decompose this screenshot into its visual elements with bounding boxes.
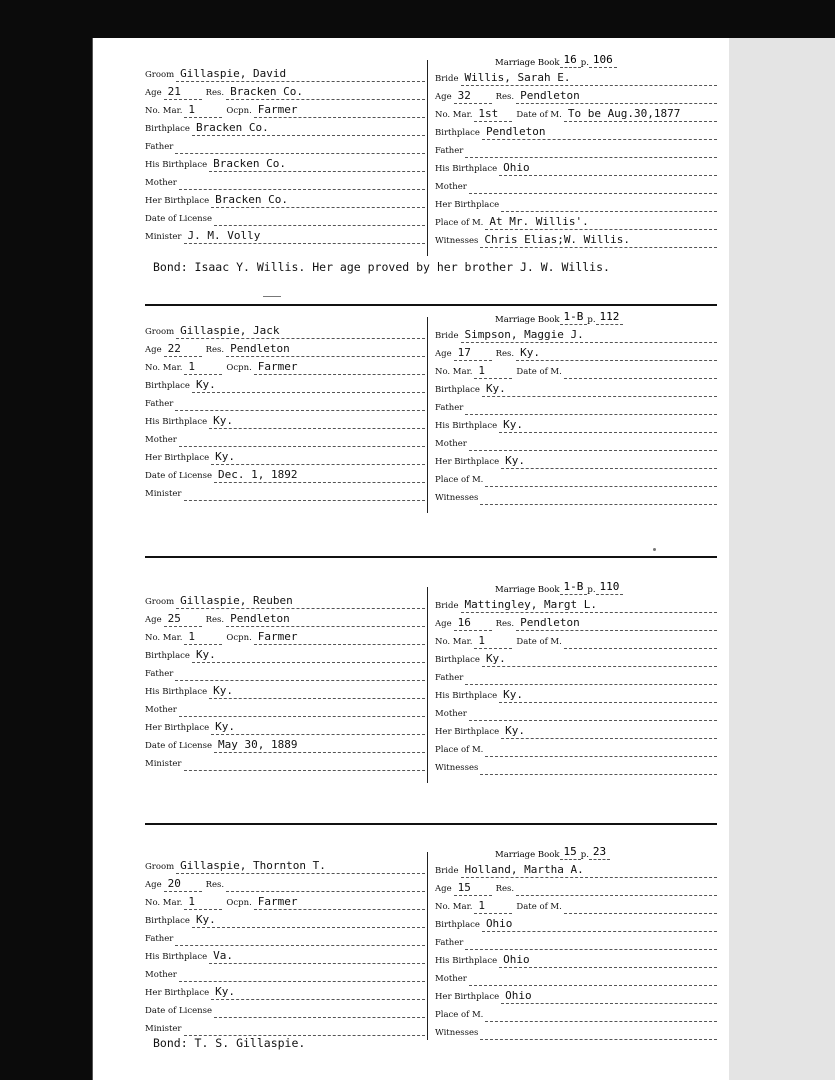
minister: J. M. Volly xyxy=(184,226,426,244)
bride-name: Mattingley, Margt L. xyxy=(461,595,718,613)
bride-mother xyxy=(469,703,717,721)
bride-no-mar: 1 xyxy=(474,361,512,379)
groom-father xyxy=(175,136,425,154)
groom-age: 25 xyxy=(164,609,202,627)
page-number: 23 xyxy=(589,842,610,860)
marriage-book-ref: Marriage Book 16 p. 106 xyxy=(495,50,717,68)
bride-no-mar: 1st xyxy=(474,104,512,122)
groom-no-mar: 1 xyxy=(184,627,222,645)
groom-residence: Pendleton xyxy=(226,609,425,627)
groom-father xyxy=(175,663,425,681)
witnesses xyxy=(480,757,717,775)
page-number: 106 xyxy=(589,50,617,68)
book-number: 1-B xyxy=(560,307,588,325)
bride-no-mar: 1 xyxy=(474,631,512,649)
bride-father xyxy=(465,140,717,158)
scan-speck xyxy=(653,548,656,551)
bride-birthplace: Ky. xyxy=(482,649,717,667)
witnesses xyxy=(480,1022,717,1040)
bride-residence xyxy=(516,878,717,896)
groom-no-mar: 1 xyxy=(184,357,222,375)
bride-birthplace: Ky. xyxy=(482,379,717,397)
date-of-license: May 30, 1889 xyxy=(214,735,425,753)
scan-border-left xyxy=(0,0,92,1080)
date-of-license: Dec. 1, 1892 xyxy=(214,465,425,483)
bride-birthplace: Ohio xyxy=(482,914,717,932)
page-number: 112 xyxy=(596,307,624,325)
card-divider xyxy=(145,304,717,306)
date-of-license xyxy=(214,208,425,226)
bride-name: Willis, Sarah E. xyxy=(461,68,718,86)
groom-no-mar: 1 xyxy=(184,892,222,910)
groom-occupation: Farmer xyxy=(254,892,425,910)
groom-residence xyxy=(226,874,425,892)
groom-age: 20 xyxy=(164,874,202,892)
bride-age: 15 xyxy=(454,878,492,896)
groom-mother xyxy=(179,699,425,717)
groom-name: Gillaspie, David xyxy=(176,64,425,82)
bride-no-mar: 1 xyxy=(474,896,512,914)
groom-age: 21 xyxy=(164,82,202,100)
scan-margin-right xyxy=(728,38,835,1080)
bride-mother-birthplace xyxy=(501,194,717,212)
bond-note: Bond: Isaac Y. Willis. Her age proved by her brother J. W. Willis. xyxy=(153,260,610,274)
book-number: 1-B xyxy=(560,577,588,595)
groom-name: Gillaspie, Reuben xyxy=(176,591,425,609)
groom-residence: Bracken Co. xyxy=(226,82,425,100)
groom-name: Gillaspie, Thornton T. xyxy=(176,856,425,874)
bride-age: 32 xyxy=(454,86,492,104)
date-of-license xyxy=(214,1000,425,1018)
minister xyxy=(184,1018,426,1036)
place-of-marriage xyxy=(485,469,717,487)
groom-mother xyxy=(179,429,425,447)
minister xyxy=(184,753,426,771)
bride-father-birthplace: Ky. xyxy=(499,415,717,433)
bride-father-birthplace: Ohio xyxy=(499,950,717,968)
place-of-marriage xyxy=(485,739,717,757)
groom-father-birthplace: Ky. xyxy=(209,411,425,429)
groom-father xyxy=(175,393,425,411)
bride-age: 17 xyxy=(454,343,492,361)
bride-name: Holland, Martha A. xyxy=(461,860,718,878)
bride-mother-birthplace: Ky. xyxy=(501,721,717,739)
book-number: 16 xyxy=(560,50,581,68)
groom-occupation: Farmer xyxy=(254,357,425,375)
witnesses: Chris Elias;W. Willis. xyxy=(480,230,717,248)
groom-mother xyxy=(179,172,425,190)
minister xyxy=(184,483,426,501)
date-of-marriage xyxy=(564,631,717,649)
groom-occupation: Farmer xyxy=(254,100,425,118)
bond-note: Bond: T. S. Gillaspie. xyxy=(153,1036,306,1050)
groom-mother-birthplace: Ky. xyxy=(211,447,425,465)
bride-residence: Pendleton xyxy=(516,613,717,631)
bride-mother xyxy=(469,433,717,451)
groom-no-mar: 1 xyxy=(184,100,222,118)
groom-father xyxy=(175,928,425,946)
groom-mother-birthplace: Ky. xyxy=(211,982,425,1000)
groom-mother-birthplace: Bracken Co. xyxy=(211,190,425,208)
groom-mother xyxy=(179,964,425,982)
groom-birthplace: Ky. xyxy=(192,375,425,393)
place-of-marriage xyxy=(485,1004,717,1022)
bride-father xyxy=(465,397,717,415)
bride-name: Simpson, Maggie J. xyxy=(461,325,718,343)
marriage-book-ref: Marriage Book 1-B p. 112 xyxy=(495,307,717,325)
marriage-book-ref: Marriage Book 15 p. 23 xyxy=(495,842,717,860)
groom-father-birthplace: Bracken Co. xyxy=(209,154,425,172)
card-divider xyxy=(145,823,717,825)
date-of-marriage: To be Aug.30,1877 xyxy=(564,104,717,122)
card-divider xyxy=(145,556,717,558)
scan-speck xyxy=(263,296,281,297)
witnesses xyxy=(480,487,717,505)
groom-name: Gillaspie, Jack xyxy=(176,321,425,339)
date-of-marriage xyxy=(564,361,717,379)
bride-father-birthplace: Ky. xyxy=(499,685,717,703)
groom-birthplace: Ky. xyxy=(192,645,425,663)
groom-residence: Pendleton xyxy=(226,339,425,357)
place-of-marriage: At Mr. Willis'. xyxy=(485,212,717,230)
groom-mother-birthplace: Ky. xyxy=(211,717,425,735)
bride-mother-birthplace: Ky. xyxy=(501,451,717,469)
record-sheet: Groom Gillaspie, David Age 21 Res. Bracken Co. No. Mar. 1 Ocpn. Farmer Birthplace Bracken Co. Father His Birthplace Bracken Co. Mother Her Birthplace Bracken Co. Date of License Minister J. M. Volly Marriage Book 16 p. 106 Bride Willis, Sarah E. Age 32 Res. Pendleton No. Mar. 1st Date of M. To be Aug.30,1877 Birthplace Pendleton Father His Birthplace Ohio Mother Her Birthplace Place of M. At Mr. Willis'. Witnesses Chris Elias;W. Willis. Bond: Isaac Y. Willis. Her age proved by her brother J. W. Willis. Groom Gillaspie, Jack Age 22 Res. Pendleton No. Mar. 1 Ocpn. Farmer Birthplace Ky. Father His Birthplace Ky. Mother Her Birthplace Ky. Date of License Dec. 1, 1892 Minister Marriage Book 1-B p. 112 Bride Simpson, Maggie J. Age 17 Res. Ky. No. Mar. 1 Date of M. Birthplace Ky. Father His Birthplace Ky. Mother Her Birthplace Ky. Place of M. Witnesses Groom Gillaspie, Reuben Age 25 Res. Pendleton No. Mar. 1 Ocpn. Farmer Birthplace Ky. Father His Birthplace Ky. Mother Her Birthplace Ky. Date of License May 30, 1889 Minister Marriage Book 1-B p. 110 Bride Mattingley, Margt L. Age 16 Res. Pendleton No. Mar. 1 Date of M. Birthplace Ky. Father His Birthplace Ky. Mother Her Birthplace Ky. Place of M. Witnesses Groom Gillaspie, Thornton T. Age 20 Res. No. Mar. 1 Ocpn. Farmer Birthplace Ky. Father His Birthplace Va. Mother Her Birthplace Ky. Date of License Minister Marriage Book 15 p. 23 Bride Holland, Martha A. Age 15 Res. No. Mar. 1 Date of M. Birthplace Ohio Father His Birthplace Ohio Mother Her Birthplace Ohio Place of M. Witnesses Bond: T. S. Gillaspie. xyxy=(92,38,729,1080)
bride-residence: Pendleton xyxy=(516,86,717,104)
groom-age: 22 xyxy=(164,339,202,357)
bride-father xyxy=(465,667,717,685)
book-number: 15 xyxy=(560,842,581,860)
bride-father xyxy=(465,932,717,950)
bride-mother xyxy=(469,968,717,986)
date-of-marriage xyxy=(564,896,717,914)
groom-birthplace: Ky. xyxy=(192,910,425,928)
groom-occupation: Farmer xyxy=(254,627,425,645)
bride-mother-birthplace: Ohio xyxy=(501,986,717,1004)
bride-father-birthplace: Ohio xyxy=(499,158,717,176)
groom-father-birthplace: Va. xyxy=(209,946,425,964)
bride-birthplace: Pendleton xyxy=(482,122,717,140)
scan-border-top xyxy=(0,0,835,38)
bride-mother xyxy=(469,176,717,194)
page-number: 110 xyxy=(596,577,624,595)
bride-residence: Ky. xyxy=(516,343,717,361)
bride-age: 16 xyxy=(454,613,492,631)
marriage-book-ref: Marriage Book 1-B p. 110 xyxy=(495,577,717,595)
groom-birthplace: Bracken Co. xyxy=(192,118,425,136)
groom-father-birthplace: Ky. xyxy=(209,681,425,699)
